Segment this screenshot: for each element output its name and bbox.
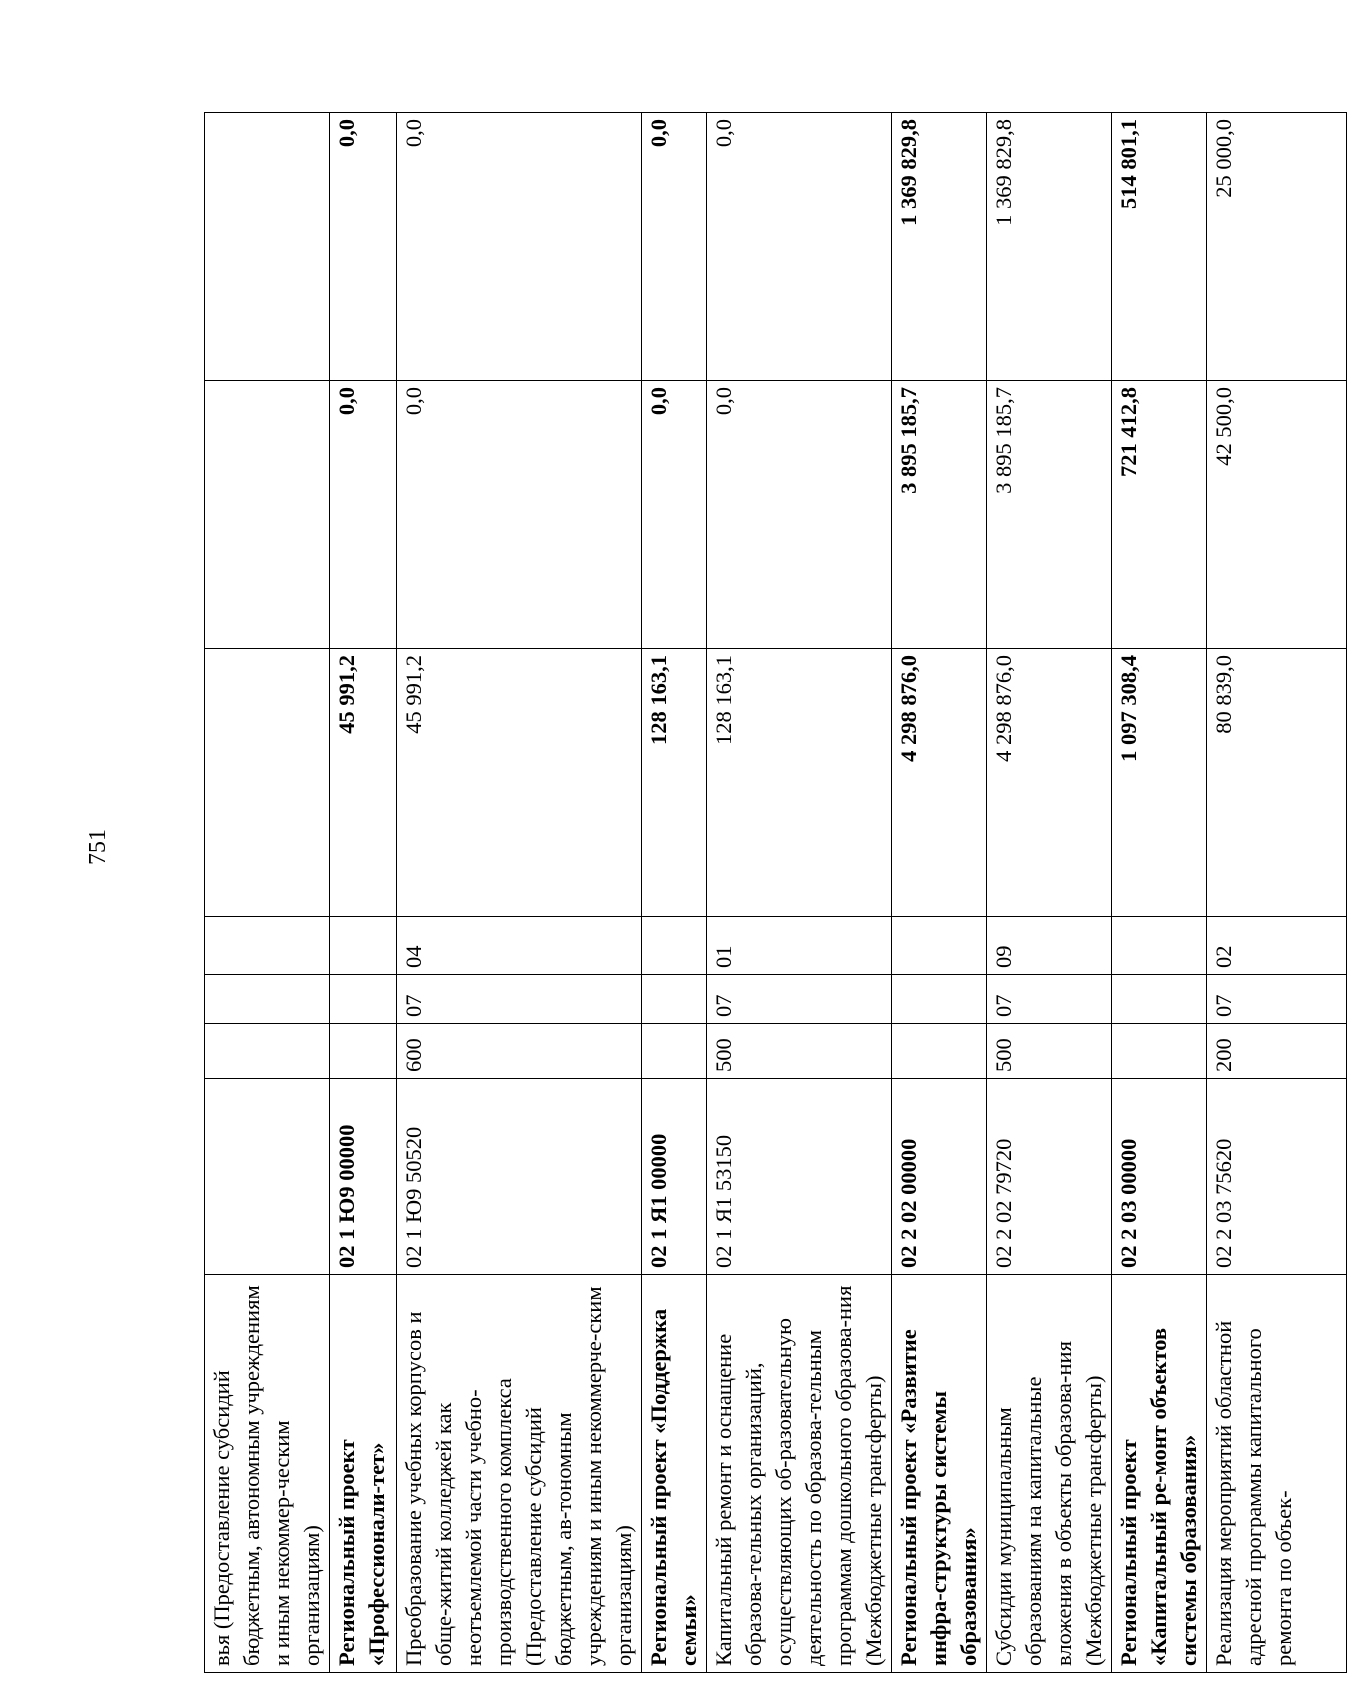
row-section-code [642, 975, 707, 1024]
row-section-code [1112, 975, 1207, 1024]
row-amount-year-2: 42 500,0 [1207, 381, 1347, 649]
row-target-article-code: 02 1 Я1 00000 [642, 1079, 707, 1275]
row-description: Региональный проект «Капитальный ре-монт объектов системы образования» [1112, 1275, 1207, 1673]
row-subsection-code [330, 917, 397, 975]
row-section-code: 07 [1207, 975, 1347, 1024]
row-target-article-code: 02 2 02 00000 [892, 1079, 987, 1275]
row-description: Капитальный ремонт и оснащение образова-тельных организаций, осуществляющих об-разовательную деятельность по образова-тельным программам дошкольного образова-ния (Межбюджетные трансферты) [707, 1275, 892, 1673]
row-expense-type-code: 200 [1207, 1024, 1347, 1079]
row-subsection-code [205, 917, 330, 975]
row-expense-type-code [642, 1024, 707, 1079]
row-subsection-code [892, 917, 987, 975]
table-row [205, 113, 330, 1673]
row-subsection-code: 09 [987, 917, 1112, 975]
row-expense-type-code [1112, 1024, 1207, 1079]
row-subsection-code: 01 [707, 917, 892, 975]
page-number: 751 [84, 829, 111, 865]
row-target-article-code: 02 2 02 79720 [987, 1079, 1112, 1275]
row-amount-year-1: 80 839,0 [1207, 649, 1347, 917]
row-amount-year-3: 1 369 829,8 [987, 113, 1112, 381]
row-amount-year-3: 0,0 [330, 113, 397, 381]
row-description: Реализация мероприятий областной адресной программы капитального ремонта по объек- [1207, 1275, 1347, 1673]
table-row [987, 113, 1112, 1673]
row-amount-year-1: 4 298 876,0 [892, 649, 987, 917]
row-section-code: 07 [987, 975, 1112, 1024]
row-expense-type-code: 500 [987, 1024, 1112, 1079]
table-row [1207, 113, 1347, 1673]
row-amount-year-3: 0,0 [707, 113, 892, 381]
row-amount-year-2: 3 895 185,7 [892, 381, 987, 649]
row-amount-year-1: 4 298 876,0 [987, 649, 1112, 917]
row-target-article-code: 02 2 03 75620 [1207, 1079, 1347, 1275]
row-section-code: 07 [707, 975, 892, 1024]
table-row [330, 113, 397, 1673]
table-row [397, 113, 642, 1673]
row-description: Субсидии муниципальным образованиям на капитальные вложения в объекты образова-ния (Межбюджетные трансферты) [987, 1275, 1112, 1673]
row-subsection-code [642, 917, 707, 975]
row-section-code [330, 975, 397, 1024]
row-expense-type-code: 500 [707, 1024, 892, 1079]
table-row [707, 113, 892, 1673]
row-amount-year-1 [205, 649, 330, 917]
row-amount-year-3: 0,0 [642, 113, 707, 381]
budget-table [204, 112, 1347, 1673]
row-amount-year-2: 0,0 [330, 381, 397, 649]
row-subsection-code [1112, 917, 1207, 975]
row-amount-year-3: 0,0 [397, 113, 642, 381]
row-description: вья (Предоставление субсидий бюджетным, автономным учреждениям и иным некоммер-ческим организациям) [205, 1275, 330, 1673]
rotated-table-container [204, 113, 1296, 1673]
table-row [642, 113, 707, 1673]
row-expense-type-code [330, 1024, 397, 1079]
row-amount-year-3: 514 801,1 [1112, 113, 1207, 381]
row-description: Региональный проект «Поддержка семьи» [642, 1275, 707, 1673]
row-target-article-code: 02 1 Ю9 50520 [397, 1079, 642, 1275]
table-row [1112, 113, 1207, 1673]
row-amount-year-2: 3 895 185,7 [987, 381, 1112, 649]
row-target-article-code [205, 1079, 330, 1275]
row-description: Преобразование учебных корпусов и обще-житий колледжей как неотъемлемой части учебно-производственного комплекса (Предоставление субсидий бюджетным, ав-тономным учреждениям и иным некоммерче-ским организациям) [397, 1275, 642, 1673]
table-body [205, 113, 1347, 1673]
row-expense-type-code [892, 1024, 987, 1079]
row-amount-year-1: 128 163,1 [707, 649, 892, 917]
row-amount-year-2: 721 412,8 [1112, 381, 1207, 649]
row-amount-year-1: 45 991,2 [397, 649, 642, 917]
row-amount-year-1: 1 097 308,4 [1112, 649, 1207, 917]
row-subsection-code: 04 [397, 917, 642, 975]
row-target-article-code: 02 1 Ю9 00000 [330, 1079, 397, 1275]
row-description: Региональный проект «Профессионали-тет» [330, 1275, 397, 1673]
row-amount-year-1: 128 163,1 [642, 649, 707, 917]
row-description: Региональный проект «Развитие инфра-структуры системы образования» [892, 1275, 987, 1673]
row-target-article-code: 02 1 Я1 53150 [707, 1079, 892, 1275]
row-amount-year-2: 0,0 [397, 381, 642, 649]
row-amount-year-2: 0,0 [707, 381, 892, 649]
row-subsection-code: 02 [1207, 917, 1347, 975]
row-section-code [205, 975, 330, 1024]
row-section-code [892, 975, 987, 1024]
row-amount-year-2: 0,0 [642, 381, 707, 649]
row-expense-type-code: 600 [397, 1024, 642, 1079]
row-amount-year-3: 25 000,0 [1207, 113, 1347, 381]
row-amount-year-3 [205, 113, 330, 381]
row-amount-year-2 [205, 381, 330, 649]
row-target-article-code: 02 2 03 00000 [1112, 1079, 1207, 1275]
row-expense-type-code [205, 1024, 330, 1079]
row-section-code: 07 [397, 975, 642, 1024]
table-row [892, 113, 987, 1673]
row-amount-year-1: 45 991,2 [330, 649, 397, 917]
row-amount-year-3: 1 369 829,8 [892, 113, 987, 381]
